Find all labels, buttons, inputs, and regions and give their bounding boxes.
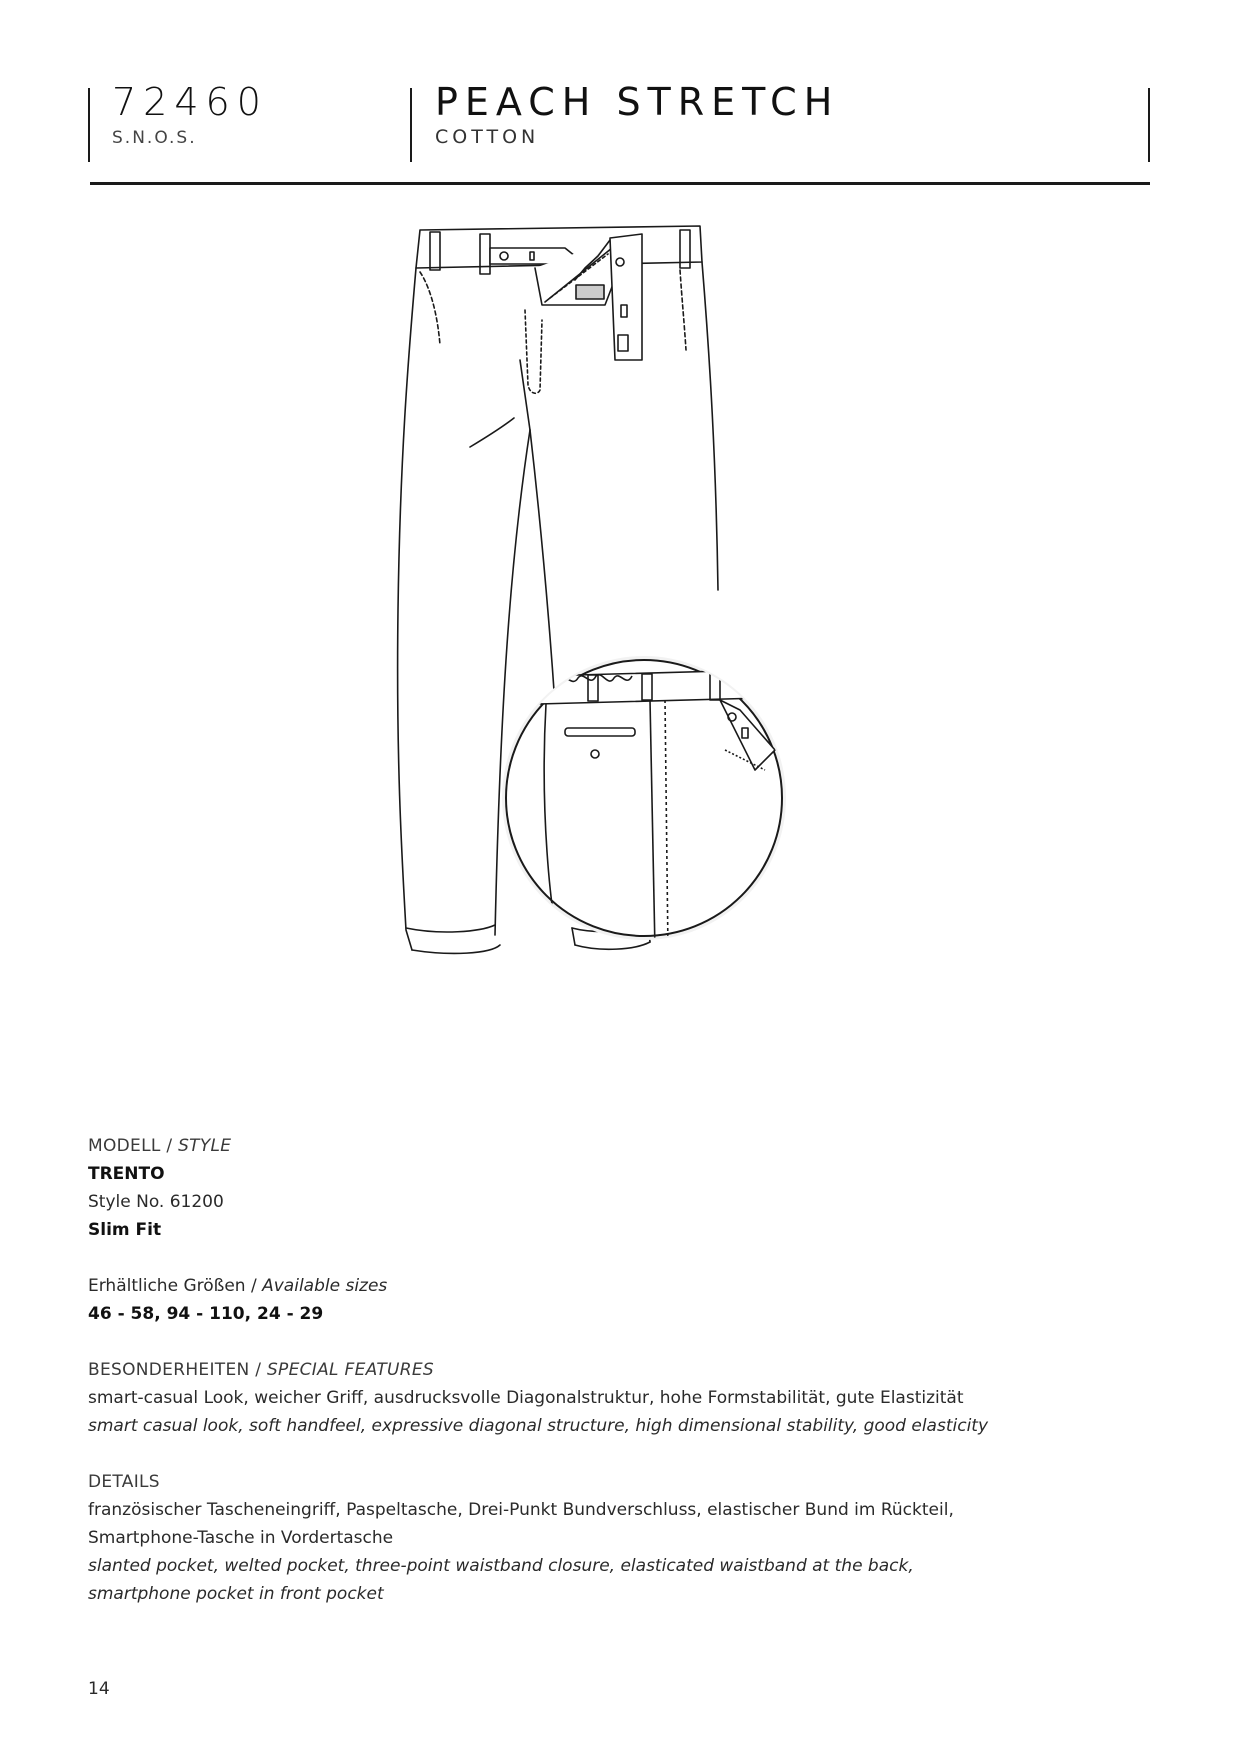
sizes-value: 46 - 58, 94 - 110, 24 - 29 (88, 1304, 324, 1324)
header-rule (90, 182, 1150, 185)
header-divider-right (1148, 88, 1150, 162)
fabric-title: PEACH STRETCH (435, 80, 840, 124)
details-en-line1: slanted pocket, welted pocket, three-point waistband closure, elasticated waistband at the back, (88, 1556, 914, 1576)
features-de: smart-casual Look, weicher Griff, ausdrucksvolle Diagonalstruktur, hohe Formstabilität, gute Elastizität (88, 1388, 964, 1408)
details-en-line2: smartphone pocket in front pocket (88, 1584, 384, 1604)
details-heading: DETAILS (88, 1472, 160, 1492)
details-de-line1: französischer Tascheneingriff, Paspeltasche, Drei-Punkt Bundverschluss, elastischer Bund im Rückteil, (88, 1500, 954, 1520)
page-number: 14 (88, 1679, 110, 1699)
fit: Slim Fit (88, 1220, 162, 1240)
sizes-heading: Erhältliche Größen / Available sizes (88, 1276, 388, 1296)
style-heading: MODELL / STYLE (88, 1136, 232, 1156)
style-number: Style No. 61200 (88, 1192, 224, 1212)
header-divider-left (88, 88, 90, 162)
fabric-material: COTTON (435, 126, 540, 148)
product-info (88, 1132, 1088, 1608)
article-code-sub: S.N.O.S. (112, 128, 197, 148)
trousers-technical-drawing (380, 210, 900, 1060)
article-code: 72460 (112, 80, 268, 124)
features-en: smart casual look, soft handfeel, expressive diagonal structure, high dimensional stability, good elasticity (88, 1416, 989, 1436)
header-divider-middle (410, 88, 412, 162)
style-name: TRENTO (88, 1164, 165, 1184)
details-de-line2: Smartphone-Tasche in Vordertasche (88, 1528, 394, 1548)
features-heading: BESONDERHEITEN / SPECIAL FEATURES (88, 1360, 435, 1380)
